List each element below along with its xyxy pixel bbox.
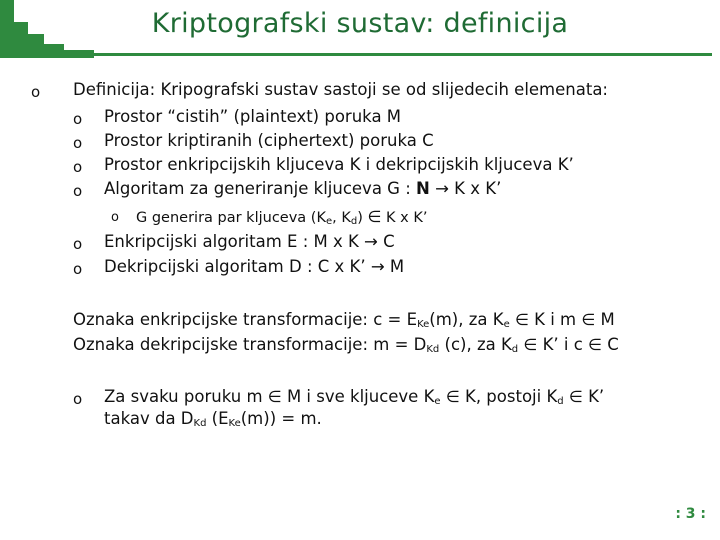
- bullet-marker: o: [111, 210, 119, 225]
- sub-d: d: [511, 344, 519, 355]
- final-text-7: (m)) = m.: [240, 409, 322, 428]
- keygen-arrow: →: [429, 179, 455, 198]
- sub-ke: Ke: [228, 418, 241, 429]
- item-ciphertext: Prostor kriptiranih (ciphertext) poruka C: [104, 131, 434, 150]
- sub-kd: Kd: [426, 344, 440, 355]
- sub-ke: Ke: [417, 319, 430, 330]
- bullet-marker: o: [73, 182, 83, 200]
- dec-text-2: (c), za K: [439, 335, 512, 354]
- keypair-text-2: , K: [332, 210, 351, 226]
- bullet-marker: o: [73, 235, 83, 253]
- keypair-text-3: ): [357, 210, 363, 226]
- bullet-marker: o: [73, 158, 83, 176]
- final-text-6: (E: [206, 409, 229, 428]
- bullet-marker: o: [73, 260, 83, 278]
- sub-e: e: [325, 216, 333, 227]
- sub-d: d: [557, 396, 564, 407]
- final-statement-line2: [104, 409, 322, 429]
- encryption-transform: [73, 310, 615, 330]
- enc-text: Oznaka enkripcijske transformacije: c = E: [73, 310, 418, 329]
- keygen-n: N: [416, 179, 430, 198]
- element-of-symbol: ∈: [568, 387, 583, 406]
- sub-kd: Kd: [193, 418, 207, 429]
- bullet-marker: o: [73, 390, 83, 408]
- enc-text-4: M: [595, 310, 615, 329]
- definition-intro: Definicija: Kripografski sustav sastoji se od slijedecih elemenata:: [73, 80, 608, 99]
- bullet-marker: o: [31, 83, 41, 101]
- final-text-3: K, postoji K: [459, 387, 558, 406]
- keypair-text: G generira par kljuceva (K: [136, 210, 326, 226]
- element-of-symbol: ∈: [367, 207, 382, 226]
- final-text: Za svaku poruku m: [104, 387, 268, 406]
- item-encryption: Enkripcijski algoritam E : M x K → C: [104, 232, 395, 251]
- enc-text-2: (m), za K: [429, 310, 504, 329]
- item-plaintext: Prostor “cistih” (plaintext) poruka M: [104, 107, 402, 126]
- element-of-symbol: ∈: [267, 387, 282, 406]
- item-keygen: [104, 179, 501, 198]
- element-of-symbol: ∈: [581, 310, 596, 329]
- keygen-rest: K x K’: [454, 179, 502, 198]
- enc-text-3: K i m: [528, 310, 582, 329]
- element-of-symbol: ∈: [514, 310, 529, 329]
- final-text-2: M i sve kljuceve K: [281, 387, 435, 406]
- dec-text-3: K’ i c: [537, 335, 589, 354]
- element-of-symbol: ∈: [588, 335, 602, 354]
- sub-e: e: [503, 319, 510, 330]
- element-of-symbol: ∈: [523, 335, 538, 354]
- keygen-text: Algoritam za generiranje kljuceva G :: [104, 179, 417, 198]
- final-text-4: K’: [582, 387, 605, 406]
- final-statement-line1: [104, 387, 604, 407]
- sub-e: e: [434, 396, 441, 407]
- slide-title: Kriptografski sustav: definicija: [151, 8, 569, 39]
- dec-text-4: C: [601, 335, 619, 354]
- item-decryption: Dekripcijski algoritam D : C x K’ → M: [104, 257, 405, 276]
- dec-text: Oznaka dekripcijske transformacije: m = D: [73, 335, 427, 354]
- bullet-marker: o: [73, 134, 83, 152]
- bullet-marker: o: [73, 110, 83, 128]
- page-number: : 3 :: [675, 506, 706, 522]
- sub-d: d: [350, 216, 358, 227]
- decryption-transform: [73, 335, 619, 355]
- final-text-5: takav da D: [104, 409, 194, 428]
- title-underline: [10, 53, 712, 56]
- item-keyspace: Prostor enkripcijskih kljuceva K i dekripcijskih kljuceva K’: [104, 155, 574, 174]
- sub-item-keypair: [136, 207, 427, 227]
- keypair-space: K x K’: [381, 210, 428, 226]
- element-of-symbol: ∈: [445, 387, 460, 406]
